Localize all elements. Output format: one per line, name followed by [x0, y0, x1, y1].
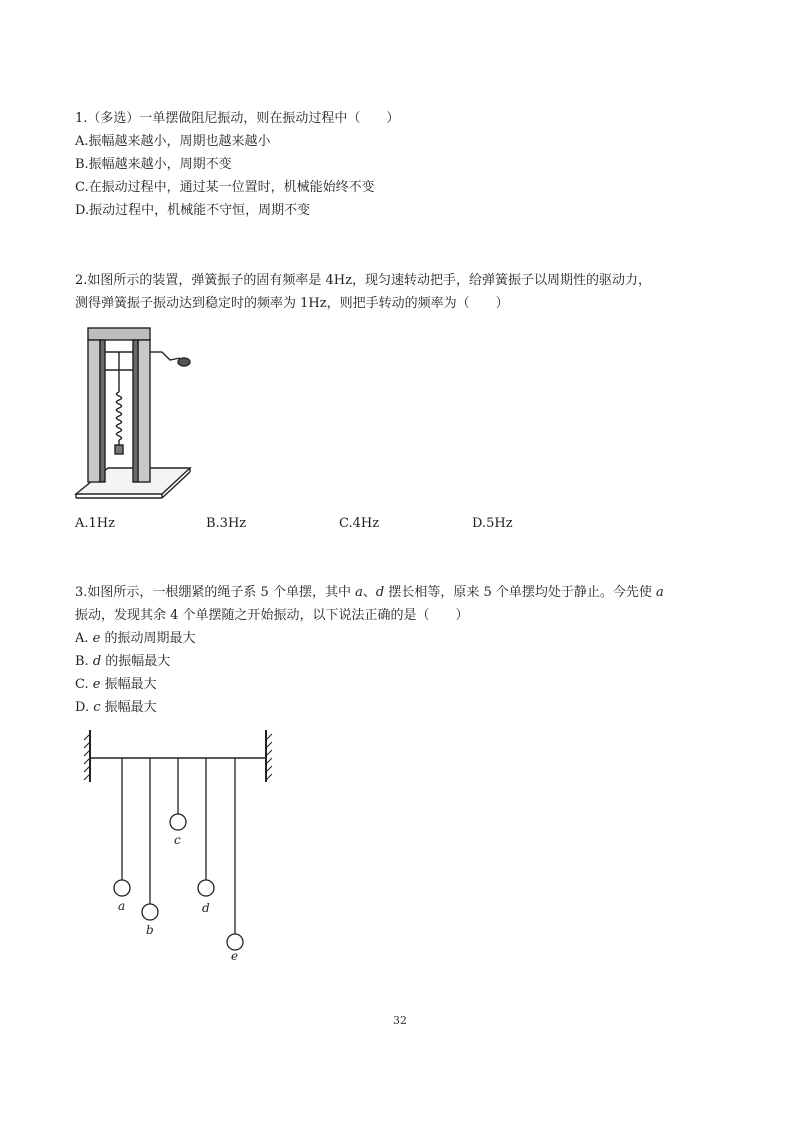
- q3-option-b: B. d 的振幅最大: [75, 654, 171, 669]
- q2-option-d: D.5Hz: [472, 516, 513, 531]
- label-e: e: [231, 949, 239, 963]
- label-d: d: [202, 901, 210, 915]
- q1-option-d: D.振动过程中，机械能不守恒，周期不变: [75, 203, 311, 218]
- label-b: b: [146, 923, 154, 937]
- spring-oscillator-figure: [70, 322, 200, 504]
- q2-option-c: C.4Hz: [339, 516, 380, 531]
- q3-option-a: A. e 的振动周期最大: [75, 631, 196, 646]
- q3-stem-line1: 3.如图所示，一根绷紧的绳子系 5 个单摆，其中 a、d 摆长相等，原来 5 个单摆均处于静止。今先使 a: [75, 585, 664, 600]
- q3-option-c: C. e 振幅最大: [75, 677, 157, 692]
- q2-stem-line2: 测得弹簧振子振动达到稳定时的频率为 1Hz，则把手转动的频率为（ ）: [75, 296, 509, 311]
- q2-stem-line1: 2.如图所示的装置，弹簧振子的固有频率是 4Hz，现匀速转动把手，给弹簧振子以周期性的驱动力，: [75, 273, 651, 288]
- q2-option-a: A.1Hz: [75, 516, 115, 531]
- q1-stem: 1.（多选）一单摆做阻尼振动，则在振动过程中（ ）: [75, 111, 400, 126]
- page-number: 32: [393, 1014, 407, 1027]
- q1-option-b: B.振幅越来越小，周期不变: [75, 157, 232, 172]
- label-a: a: [118, 899, 126, 913]
- pendulums-figure: [80, 728, 290, 963]
- q2-option-b: B.3Hz: [206, 516, 247, 531]
- q3-stem-line2: 振动，发现其余 4 个单摆随之开始振动，以下说法正确的是（ ）: [75, 608, 469, 623]
- q1-option-a: A.振幅越来越小，周期也越来越小: [75, 134, 271, 149]
- var-d: d: [375, 585, 385, 600]
- label-c: c: [174, 833, 181, 847]
- q3-option-d: D. c 振幅最大: [75, 700, 157, 715]
- var-a: a: [656, 585, 664, 600]
- var-a: a: [355, 585, 363, 600]
- q1-option-c: C.在振动过程中，通过某一位置时，机械能始终不变: [75, 180, 375, 195]
